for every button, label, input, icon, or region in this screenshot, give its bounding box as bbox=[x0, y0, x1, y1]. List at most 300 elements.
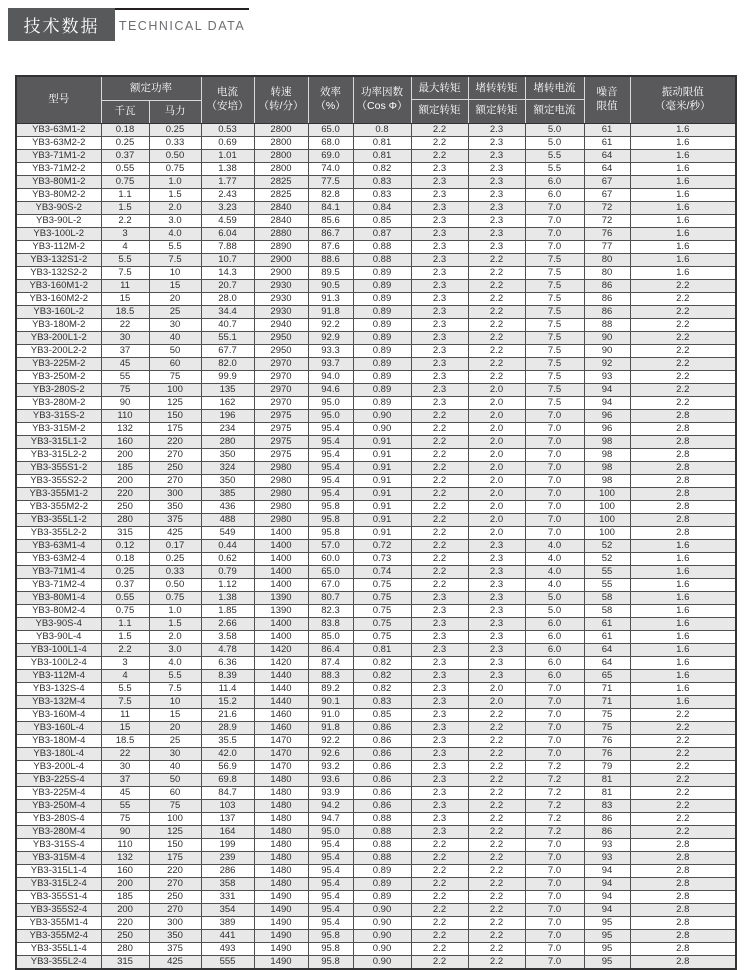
cell-efficiency: 95.4 bbox=[308, 474, 353, 487]
cell-efficiency: 65.0 bbox=[308, 565, 353, 578]
cell-current: 28.9 bbox=[201, 721, 254, 734]
cell-model: YB3-180L-4 bbox=[16, 747, 101, 760]
table-row bbox=[16, 305, 736, 318]
table-row bbox=[16, 149, 736, 162]
cell-locked-torque-ratio: 2.2 bbox=[468, 734, 525, 747]
cell-speed: 2800 bbox=[254, 136, 308, 149]
cell-hp: 125 bbox=[149, 825, 201, 838]
cell-noise-limit: 100 bbox=[584, 513, 630, 526]
cell-locked-current-ratio: 5.0 bbox=[525, 136, 584, 149]
cell-model: YB3-71M2-4 bbox=[16, 578, 101, 591]
cell-locked-torque-ratio: 2.0 bbox=[468, 474, 525, 487]
cell-speed: 1400 bbox=[254, 630, 308, 643]
cell-locked-torque-ratio: 2.2 bbox=[468, 903, 525, 916]
cell-power-factor: 0.90 bbox=[353, 942, 411, 955]
header-model: 型号 bbox=[16, 76, 101, 123]
cell-kw: 4 bbox=[101, 669, 149, 682]
cell-efficiency: 95.8 bbox=[308, 526, 353, 539]
cell-efficiency: 94.7 bbox=[308, 812, 353, 825]
cell-power-factor: 0.89 bbox=[353, 370, 411, 383]
cell-kw: 7.5 bbox=[101, 266, 149, 279]
cell-vibration-limit: 2.8 bbox=[630, 864, 736, 877]
table-row bbox=[16, 838, 736, 851]
cell-efficiency: 82.3 bbox=[308, 604, 353, 617]
cell-model: YB3-160L-4 bbox=[16, 721, 101, 734]
cell-hp: 125 bbox=[149, 396, 201, 409]
cell-noise-limit: 61 bbox=[584, 630, 630, 643]
cell-vibration-limit: 2.8 bbox=[630, 526, 736, 539]
cell-speed: 1480 bbox=[254, 877, 308, 890]
cell-noise-limit: 86 bbox=[584, 279, 630, 292]
table-row bbox=[16, 656, 736, 669]
cell-locked-torque-ratio: 2.2 bbox=[468, 266, 525, 279]
cell-vibration-limit: 1.6 bbox=[630, 149, 736, 162]
cell-hp: 175 bbox=[149, 851, 201, 864]
cell-locked-current-ratio: 7.0 bbox=[525, 734, 584, 747]
cell-noise-limit: 61 bbox=[584, 136, 630, 149]
cell-power-factor: 0.91 bbox=[353, 435, 411, 448]
cell-hp: 3.0 bbox=[149, 214, 201, 227]
cell-noise-limit: 94 bbox=[584, 383, 630, 396]
cell-speed: 2980 bbox=[254, 487, 308, 500]
cell-current: 350 bbox=[201, 448, 254, 461]
cell-efficiency: 95.4 bbox=[308, 851, 353, 864]
cell-locked-torque-ratio: 2.0 bbox=[468, 383, 525, 396]
cell-current: 436 bbox=[201, 500, 254, 513]
cell-speed: 1440 bbox=[254, 695, 308, 708]
cell-vibration-limit: 1.6 bbox=[630, 175, 736, 188]
cell-speed: 2900 bbox=[254, 253, 308, 266]
cell-current: 493 bbox=[201, 942, 254, 955]
cell-vibration-limit: 2.2 bbox=[630, 396, 736, 409]
cell-efficiency: 91.8 bbox=[308, 305, 353, 318]
cell-noise-limit: 52 bbox=[584, 552, 630, 565]
cell-locked-torque-ratio: 2.3 bbox=[468, 578, 525, 591]
cell-speed: 2840 bbox=[254, 214, 308, 227]
cell-locked-current-ratio: 7.0 bbox=[525, 461, 584, 474]
cell-vibration-limit: 1.6 bbox=[630, 227, 736, 240]
cell-vibration-limit: 1.6 bbox=[630, 240, 736, 253]
cell-locked-current-ratio: 7.5 bbox=[525, 305, 584, 318]
cell-noise-limit: 93 bbox=[584, 370, 630, 383]
cell-current: 1.38 bbox=[201, 591, 254, 604]
cell-kw: 2.2 bbox=[101, 643, 149, 656]
cell-noise-limit: 64 bbox=[584, 643, 630, 656]
table-row bbox=[16, 409, 736, 422]
cell-hp: 350 bbox=[149, 929, 201, 942]
cell-kw: 0.37 bbox=[101, 149, 149, 162]
cell-efficiency: 67.0 bbox=[308, 578, 353, 591]
cell-current: 28.0 bbox=[201, 292, 254, 305]
cell-kw: 1.5 bbox=[101, 201, 149, 214]
cell-locked-torque-ratio: 2.0 bbox=[468, 396, 525, 409]
cell-locked-current-ratio: 7.0 bbox=[525, 227, 584, 240]
cell-current: 1.77 bbox=[201, 175, 254, 188]
cell-speed: 1400 bbox=[254, 617, 308, 630]
spec-table bbox=[15, 75, 737, 970]
cell-noise-limit: 75 bbox=[584, 708, 630, 721]
cell-kw: 90 bbox=[101, 396, 149, 409]
cell-max-torque-ratio: 2.3 bbox=[411, 695, 468, 708]
cell-noise-limit: 75 bbox=[584, 721, 630, 734]
cell-current: 280 bbox=[201, 435, 254, 448]
cell-locked-current-ratio: 7.5 bbox=[525, 383, 584, 396]
cell-power-factor: 0.91 bbox=[353, 448, 411, 461]
cell-hp: 0.50 bbox=[149, 149, 201, 162]
cell-max-torque-ratio: 2.2 bbox=[411, 448, 468, 461]
table-row bbox=[16, 318, 736, 331]
cell-locked-current-ratio: 4.0 bbox=[525, 539, 584, 552]
cell-noise-limit: 72 bbox=[584, 214, 630, 227]
cell-locked-torque-ratio: 2.2 bbox=[468, 916, 525, 929]
table-row bbox=[16, 734, 736, 747]
cell-max-torque-ratio: 2.3 bbox=[411, 162, 468, 175]
table-row bbox=[16, 344, 736, 357]
cell-vibration-limit: 2.2 bbox=[630, 760, 736, 773]
cell-noise-limit: 71 bbox=[584, 682, 630, 695]
cell-power-factor: 0.86 bbox=[353, 786, 411, 799]
cell-power-factor: 0.75 bbox=[353, 591, 411, 604]
cell-locked-torque-ratio: 2.2 bbox=[468, 877, 525, 890]
cell-current: 56.9 bbox=[201, 760, 254, 773]
cell-max-torque-ratio: 2.3 bbox=[411, 253, 468, 266]
cell-model: YB3-71M1-2 bbox=[16, 149, 101, 162]
cell-locked-current-ratio: 7.0 bbox=[525, 929, 584, 942]
cell-vibration-limit: 1.6 bbox=[630, 201, 736, 214]
cell-efficiency: 93.2 bbox=[308, 760, 353, 773]
header-efficiency: 效率 （%） bbox=[308, 76, 353, 123]
cell-locked-current-ratio: 7.5 bbox=[525, 331, 584, 344]
cell-kw: 200 bbox=[101, 448, 149, 461]
cell-locked-torque-ratio: 2.2 bbox=[468, 851, 525, 864]
cell-vibration-limit: 1.6 bbox=[630, 552, 736, 565]
cell-power-factor: 0.87 bbox=[353, 227, 411, 240]
cell-hp: 25 bbox=[149, 305, 201, 318]
cell-max-torque-ratio: 2.3 bbox=[411, 396, 468, 409]
cell-kw: 160 bbox=[101, 435, 149, 448]
cell-locked-torque-ratio: 2.0 bbox=[468, 500, 525, 513]
cell-noise-limit: 96 bbox=[584, 409, 630, 422]
table-row bbox=[16, 669, 736, 682]
cell-power-factor: 0.75 bbox=[353, 604, 411, 617]
cell-efficiency: 82.8 bbox=[308, 188, 353, 201]
cell-locked-current-ratio: 7.2 bbox=[525, 760, 584, 773]
cell-efficiency: 95.4 bbox=[308, 448, 353, 461]
cell-speed: 1470 bbox=[254, 747, 308, 760]
cell-locked-current-ratio: 7.2 bbox=[525, 799, 584, 812]
cell-power-factor: 0.88 bbox=[353, 812, 411, 825]
cell-hp: 1.0 bbox=[149, 175, 201, 188]
cell-speed: 2800 bbox=[254, 162, 308, 175]
cell-vibration-limit: 1.6 bbox=[630, 539, 736, 552]
cell-model: YB3-132M-4 bbox=[16, 695, 101, 708]
cell-hp: 100 bbox=[149, 383, 201, 396]
cell-current: 0.53 bbox=[201, 123, 254, 136]
cell-noise-limit: 55 bbox=[584, 578, 630, 591]
cell-hp: 0.25 bbox=[149, 552, 201, 565]
cell-kw: 1.5 bbox=[101, 630, 149, 643]
cell-noise-limit: 100 bbox=[584, 500, 630, 513]
cell-current: 199 bbox=[201, 838, 254, 851]
cell-current: 549 bbox=[201, 526, 254, 539]
cell-speed: 2880 bbox=[254, 227, 308, 240]
table-row bbox=[16, 422, 736, 435]
cell-vibration-limit: 2.2 bbox=[630, 370, 736, 383]
cell-model: YB3-100L-2 bbox=[16, 227, 101, 240]
cell-kw: 15 bbox=[101, 292, 149, 305]
cell-model: YB3-71M1-4 bbox=[16, 565, 101, 578]
cell-locked-torque-ratio: 2.0 bbox=[468, 448, 525, 461]
cell-max-torque-ratio: 2.3 bbox=[411, 357, 468, 370]
cell-speed: 2980 bbox=[254, 513, 308, 526]
cell-power-factor: 0.75 bbox=[353, 617, 411, 630]
cell-current: 7.88 bbox=[201, 240, 254, 253]
cell-current: 385 bbox=[201, 487, 254, 500]
cell-kw: 0.18 bbox=[101, 552, 149, 565]
cell-max-torque-ratio: 2.2 bbox=[411, 565, 468, 578]
cell-kw: 110 bbox=[101, 838, 149, 851]
cell-current: 488 bbox=[201, 513, 254, 526]
cell-model: YB3-90S-4 bbox=[16, 617, 101, 630]
cell-vibration-limit: 1.6 bbox=[630, 162, 736, 175]
table-row bbox=[16, 591, 736, 604]
table-row bbox=[16, 526, 736, 539]
cell-hp: 0.25 bbox=[149, 123, 201, 136]
cell-hp: 30 bbox=[149, 318, 201, 331]
cell-speed: 2825 bbox=[254, 188, 308, 201]
cell-kw: 0.55 bbox=[101, 162, 149, 175]
cell-max-torque-ratio: 2.2 bbox=[411, 851, 468, 864]
cell-kw: 5.5 bbox=[101, 682, 149, 695]
cell-speed: 1480 bbox=[254, 773, 308, 786]
cell-locked-current-ratio: 7.5 bbox=[525, 266, 584, 279]
cell-noise-limit: 80 bbox=[584, 266, 630, 279]
cell-locked-torque-ratio: 2.3 bbox=[468, 539, 525, 552]
cell-locked-current-ratio: 6.0 bbox=[525, 669, 584, 682]
cell-max-torque-ratio: 2.3 bbox=[411, 734, 468, 747]
cell-current: 55.1 bbox=[201, 331, 254, 344]
cell-max-torque-ratio: 2.3 bbox=[411, 344, 468, 357]
cell-model: YB3-132S1-2 bbox=[16, 253, 101, 266]
cell-locked-current-ratio: 5.5 bbox=[525, 149, 584, 162]
cell-hp: 0.17 bbox=[149, 539, 201, 552]
cell-kw: 3 bbox=[101, 656, 149, 669]
table-row bbox=[16, 708, 736, 721]
cell-noise-limit: 94 bbox=[584, 903, 630, 916]
cell-speed: 1400 bbox=[254, 578, 308, 591]
cell-max-torque-ratio: 2.2 bbox=[411, 422, 468, 435]
cell-current: 324 bbox=[201, 461, 254, 474]
cell-hp: 25 bbox=[149, 734, 201, 747]
cell-hp: 0.50 bbox=[149, 578, 201, 591]
cell-noise-limit: 88 bbox=[584, 318, 630, 331]
cell-locked-current-ratio: 6.0 bbox=[525, 656, 584, 669]
cell-locked-torque-ratio: 2.3 bbox=[468, 175, 525, 188]
cell-locked-torque-ratio: 2.2 bbox=[468, 331, 525, 344]
cell-vibration-limit: 2.2 bbox=[630, 708, 736, 721]
cell-vibration-limit: 2.2 bbox=[630, 786, 736, 799]
cell-model: YB3-63M1-2 bbox=[16, 123, 101, 136]
cell-max-torque-ratio: 2.2 bbox=[411, 526, 468, 539]
cell-locked-current-ratio: 6.0 bbox=[525, 617, 584, 630]
cell-current: 2.43 bbox=[201, 188, 254, 201]
cell-hp: 100 bbox=[149, 812, 201, 825]
cell-noise-limit: 93 bbox=[584, 851, 630, 864]
cell-power-factor: 0.91 bbox=[353, 461, 411, 474]
table-row bbox=[16, 513, 736, 526]
cell-kw: 11 bbox=[101, 708, 149, 721]
cell-locked-torque-ratio: 2.3 bbox=[468, 565, 525, 578]
cell-current: 239 bbox=[201, 851, 254, 864]
cell-model: YB3-160M-4 bbox=[16, 708, 101, 721]
cell-current: 42.0 bbox=[201, 747, 254, 760]
cell-hp: 7.5 bbox=[149, 682, 201, 695]
cell-efficiency: 92.6 bbox=[308, 747, 353, 760]
cell-locked-torque-ratio: 2.0 bbox=[468, 422, 525, 435]
cell-locked-torque-ratio: 2.3 bbox=[468, 136, 525, 149]
cell-model: YB3-355L2-4 bbox=[16, 955, 101, 969]
cell-noise-limit: 55 bbox=[584, 565, 630, 578]
cell-kw: 200 bbox=[101, 877, 149, 890]
cell-locked-torque-ratio: 2.3 bbox=[468, 149, 525, 162]
cell-power-factor: 0.89 bbox=[353, 331, 411, 344]
cell-max-torque-ratio: 2.2 bbox=[411, 955, 468, 969]
cell-efficiency: 86.7 bbox=[308, 227, 353, 240]
cell-efficiency: 91.3 bbox=[308, 292, 353, 305]
cell-speed: 1480 bbox=[254, 812, 308, 825]
cell-max-torque-ratio: 2.3 bbox=[411, 201, 468, 214]
cell-current: 34.4 bbox=[201, 305, 254, 318]
table-row bbox=[16, 747, 736, 760]
cell-locked-torque-ratio: 2.2 bbox=[468, 747, 525, 760]
cell-hp: 270 bbox=[149, 448, 201, 461]
cell-locked-current-ratio: 7.2 bbox=[525, 773, 584, 786]
cell-locked-torque-ratio: 2.0 bbox=[468, 487, 525, 500]
cell-locked-torque-ratio: 2.0 bbox=[468, 513, 525, 526]
cell-current: 286 bbox=[201, 864, 254, 877]
cell-power-factor: 0.85 bbox=[353, 214, 411, 227]
cell-power-factor: 0.91 bbox=[353, 500, 411, 513]
cell-power-factor: 0.88 bbox=[353, 838, 411, 851]
table-row bbox=[16, 461, 736, 474]
cell-noise-limit: 65 bbox=[584, 669, 630, 682]
cell-efficiency: 88.3 bbox=[308, 669, 353, 682]
table-row bbox=[16, 617, 736, 630]
cell-efficiency: 95.4 bbox=[308, 435, 353, 448]
cell-noise-limit: 83 bbox=[584, 799, 630, 812]
cell-vibration-limit: 2.8 bbox=[630, 929, 736, 942]
cell-hp: 425 bbox=[149, 526, 201, 539]
cell-model: YB3-80M2-2 bbox=[16, 188, 101, 201]
cell-noise-limit: 58 bbox=[584, 604, 630, 617]
table-row bbox=[16, 825, 736, 838]
cell-noise-limit: 64 bbox=[584, 162, 630, 175]
cell-locked-torque-ratio: 2.3 bbox=[468, 188, 525, 201]
cell-power-factor: 0.91 bbox=[353, 487, 411, 500]
cell-locked-torque-ratio: 2.2 bbox=[468, 799, 525, 812]
cell-locked-current-ratio: 7.0 bbox=[525, 422, 584, 435]
cell-efficiency: 95.0 bbox=[308, 409, 353, 422]
cell-model: YB3-315L2-2 bbox=[16, 448, 101, 461]
cell-noise-limit: 67 bbox=[584, 175, 630, 188]
cell-locked-current-ratio: 7.0 bbox=[525, 695, 584, 708]
cell-max-torque-ratio: 2.2 bbox=[411, 929, 468, 942]
cell-kw: 0.37 bbox=[101, 578, 149, 591]
cell-model: YB3-160M1-2 bbox=[16, 279, 101, 292]
cell-efficiency: 95.4 bbox=[308, 461, 353, 474]
cell-kw: 3 bbox=[101, 227, 149, 240]
cell-hp: 350 bbox=[149, 500, 201, 513]
cell-locked-current-ratio: 7.5 bbox=[525, 253, 584, 266]
header-power-factor: 功率因数 （Cos Φ） bbox=[353, 76, 411, 123]
cell-hp: 300 bbox=[149, 916, 201, 929]
cell-kw: 0.18 bbox=[101, 123, 149, 136]
cell-max-torque-ratio: 2.2 bbox=[411, 435, 468, 448]
cell-kw: 280 bbox=[101, 513, 149, 526]
cell-hp: 30 bbox=[149, 747, 201, 760]
cell-max-torque-ratio: 2.2 bbox=[411, 474, 468, 487]
cell-kw: 45 bbox=[101, 357, 149, 370]
cell-vibration-limit: 1.6 bbox=[630, 123, 736, 136]
table-row bbox=[16, 942, 736, 955]
cell-hp: 10 bbox=[149, 695, 201, 708]
cell-vibration-limit: 1.6 bbox=[630, 266, 736, 279]
cell-max-torque-ratio: 2.3 bbox=[411, 370, 468, 383]
cell-speed: 1420 bbox=[254, 656, 308, 669]
cell-efficiency: 95.8 bbox=[308, 513, 353, 526]
cell-vibration-limit: 1.6 bbox=[630, 578, 736, 591]
header-vibration-limit: 振动限值 （毫米/秒） bbox=[630, 76, 736, 123]
cell-efficiency: 93.7 bbox=[308, 357, 353, 370]
cell-speed: 2930 bbox=[254, 279, 308, 292]
cell-locked-torque-ratio: 2.3 bbox=[468, 214, 525, 227]
cell-current: 441 bbox=[201, 929, 254, 942]
cell-speed: 1480 bbox=[254, 851, 308, 864]
cell-noise-limit: 61 bbox=[584, 123, 630, 136]
table-row bbox=[16, 630, 736, 643]
table-row bbox=[16, 396, 736, 409]
cell-locked-torque-ratio: 2.2 bbox=[468, 838, 525, 851]
cell-speed: 1400 bbox=[254, 539, 308, 552]
cell-power-factor: 0.89 bbox=[353, 305, 411, 318]
cell-hp: 75 bbox=[149, 370, 201, 383]
cell-model: YB3-112M-2 bbox=[16, 240, 101, 253]
cell-speed: 1400 bbox=[254, 565, 308, 578]
cell-speed: 2975 bbox=[254, 409, 308, 422]
cell-locked-torque-ratio: 2.2 bbox=[468, 292, 525, 305]
cell-locked-current-ratio: 7.0 bbox=[525, 435, 584, 448]
table-row bbox=[16, 253, 736, 266]
cell-efficiency: 86.4 bbox=[308, 643, 353, 656]
header-kw: 千瓦 bbox=[101, 100, 149, 123]
cell-power-factor: 0.82 bbox=[353, 682, 411, 695]
cell-max-torque-ratio: 2.2 bbox=[411, 916, 468, 929]
cell-speed: 2970 bbox=[254, 357, 308, 370]
cell-model: YB3-250M-4 bbox=[16, 799, 101, 812]
table-row bbox=[16, 864, 736, 877]
cell-noise-limit: 98 bbox=[584, 448, 630, 461]
cell-vibration-limit: 1.6 bbox=[630, 604, 736, 617]
cell-power-factor: 0.91 bbox=[353, 474, 411, 487]
cell-locked-current-ratio: 6.0 bbox=[525, 175, 584, 188]
cell-efficiency: 74.0 bbox=[308, 162, 353, 175]
cell-locked-current-ratio: 7.0 bbox=[525, 877, 584, 890]
cell-power-factor: 0.89 bbox=[353, 266, 411, 279]
table-header bbox=[16, 76, 736, 123]
cell-efficiency: 90.5 bbox=[308, 279, 353, 292]
cell-locked-current-ratio: 7.5 bbox=[525, 279, 584, 292]
cell-model: YB3-80M2-4 bbox=[16, 604, 101, 617]
